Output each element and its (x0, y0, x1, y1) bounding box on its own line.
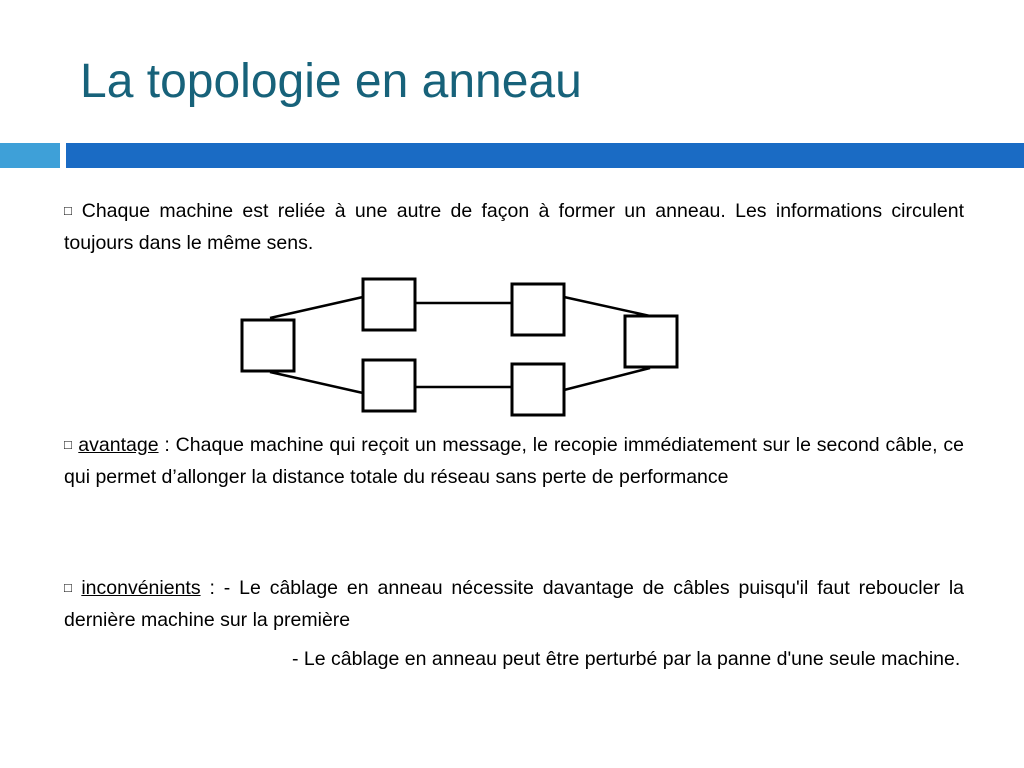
machine-node (242, 320, 294, 371)
machine-node (512, 284, 564, 335)
ring-link (564, 297, 650, 316)
ring-link (270, 297, 363, 318)
square-bullet-icon: □ (64, 203, 76, 218)
description-text: Chaque machine est reliée à une autre de façon à former un anneau. Les informations circulent toujours dans le même sens. (64, 200, 964, 254)
disadvantages-term: inconvénients (81, 577, 201, 599)
disadvantage-2-text: - Le câblage en anneau peut être perturbé par la panne d'une seule machine. (292, 648, 961, 670)
header-accent-bar (66, 143, 1024, 168)
ring-link (564, 368, 650, 390)
slide-title: La topologie en anneau (80, 55, 582, 108)
paragraph-advantage (64, 430, 964, 492)
square-bullet-icon: □ (64, 580, 76, 595)
square-bullet-icon: □ (64, 437, 73, 452)
machine-node (363, 360, 415, 411)
machine-node (625, 316, 677, 367)
disadvantages-text: : - Le câblage en anneau nécessite davantage de câbles puisqu'il faut reboucler la dernière machine sur la première (64, 577, 964, 631)
paragraph-description (64, 196, 964, 258)
header-accent-bar-left (0, 143, 60, 168)
paragraph-disadvantage-2 (64, 644, 964, 674)
ring-link (270, 372, 363, 393)
advantage-term: avantage (78, 434, 159, 456)
advantage-text: : Chaque machine qui reçoit un message, le recopie immédiatement sur le second câble, ce qui permet d’allonger la distance totale du réseau sans perte de performance (64, 434, 964, 488)
machine-node (363, 279, 415, 330)
machine-node (512, 364, 564, 415)
paragraph-disadvantages (64, 573, 964, 635)
